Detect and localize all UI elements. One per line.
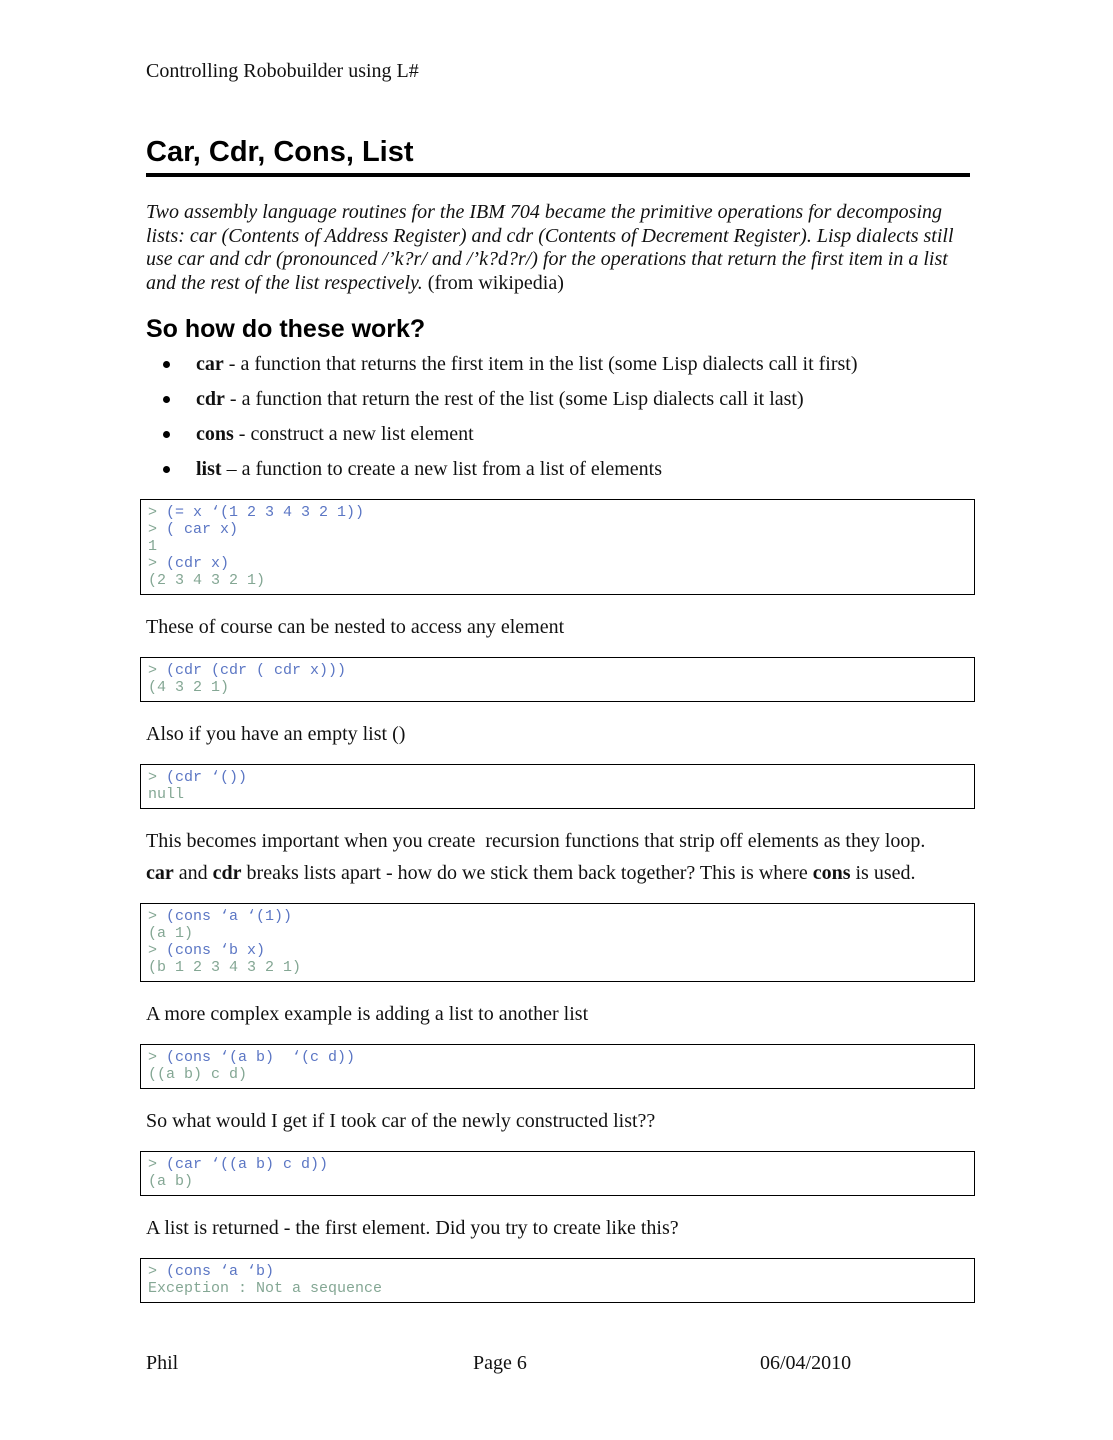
code-line (148, 679, 968, 696)
code-line (148, 1173, 968, 1190)
code-line (148, 908, 968, 925)
bullet-separator: - (233, 423, 251, 445)
repl-prompt: > (148, 769, 167, 786)
repl-output: (4 3 2 1) (148, 679, 230, 696)
repl-output: (b 1 2 3 4 3 2 1) (148, 959, 302, 976)
repl-output: 1 (148, 538, 158, 555)
code-block-4 (140, 903, 975, 982)
footer-date: 06/04/2010 (760, 1352, 852, 1374)
section-heading: So how do these work? (146, 315, 426, 343)
code-block-6 (140, 1151, 975, 1196)
repl-prompt: > (148, 662, 167, 679)
repl-input: (cdr (cdr ( cdr x))) (166, 662, 347, 679)
bullet-description: a function to create a new list from a list of elements (241, 458, 662, 480)
code-line (148, 959, 968, 976)
repl-input: (cons ‘(a b) ‘(c d)) (166, 1049, 356, 1066)
bullet-item-car (146, 352, 970, 376)
code-line (148, 572, 968, 589)
paragraph-empty-list: Also if you have an empty list () (146, 723, 406, 745)
code-line (148, 925, 968, 942)
repl-prompt: > (148, 1263, 167, 1280)
bullet-term: cons (196, 423, 234, 445)
repl-input: (cons ‘a ‘(1)) (166, 908, 293, 925)
repl-input: (cons ‘b x) (166, 942, 266, 959)
code-line (148, 662, 968, 679)
intro-attribution: (from wikipedia) (422, 271, 564, 294)
bullet-item-cons (146, 422, 970, 446)
repl-prompt: > (148, 555, 167, 572)
code-block-1 (140, 499, 975, 595)
repl-prompt: > (148, 1156, 167, 1173)
header-title: Controlling Robobuilder using L# (146, 60, 419, 82)
repl-input: (= x ‘(1 2 3 4 3 2 1)) (166, 504, 365, 521)
repl-output: ((a b) c d) (148, 1066, 248, 1083)
repl-output: (a b) (148, 1173, 194, 1190)
bullet-item-list (146, 457, 970, 481)
code-line (148, 769, 968, 786)
title-rule (146, 173, 970, 177)
code-block-3 (140, 764, 975, 809)
code-block-5 (140, 1044, 975, 1089)
intro-italic-text: Two assembly language routines for the IBM 704 became the primitive operations for decomposing lists: car (Contents of Address Register) and cdr (Contents of Decrement Register). Lisp dialects still use car and cdr (pronounced /’k?r/ and /’k?d?r/) for the operations that return the first item in a list and the rest of the list respectively. (146, 201, 954, 294)
code-line (148, 1049, 968, 1066)
code-line (148, 1280, 968, 1297)
bullet-description: a function that return the rest of the list (some Lisp dialects call it last) (241, 388, 804, 410)
term-cdr: cdr (212, 862, 242, 884)
repl-input: (cdr ‘()) (166, 769, 248, 786)
bullet-icon (163, 466, 170, 473)
repl-prompt: > (148, 1049, 167, 1066)
paragraph-cons-intro: car and cdr breaks lists apart - how do we stick them back together? This is where cons is used. (146, 862, 916, 884)
paragraph-complex: A more complex example is adding a list to another list (146, 1003, 589, 1025)
code-block-2 (140, 657, 975, 702)
code-line (148, 942, 968, 959)
code-line (148, 555, 968, 572)
bullet-item-cdr (146, 387, 970, 411)
repl-output: (a 1) (148, 925, 194, 942)
repl-prompt: > (148, 504, 167, 521)
bullet-icon (163, 431, 170, 438)
code-line (148, 1263, 968, 1280)
repl-prompt: > (148, 942, 167, 959)
repl-input: (car ‘((a b) c d)) (166, 1156, 329, 1173)
term-car: car (146, 862, 174, 884)
bullet-icon (163, 361, 170, 368)
bullet-separator: - (224, 388, 242, 410)
repl-prompt: > (148, 908, 167, 925)
code-line (148, 521, 968, 538)
repl-output: null (148, 786, 185, 803)
code-line (148, 538, 968, 555)
paragraph-car-question: So what would I get if I took car of the newly constructed list?? (146, 1110, 656, 1132)
paragraph-recursion: This becomes important when you create recursion functions that strip off elements as they loop. (146, 830, 926, 852)
code-line (148, 786, 968, 803)
repl-output: (2 3 4 3 2 1) (148, 572, 266, 589)
bullet-description: construct a new list element (250, 423, 474, 445)
footer-page-number: Page 6 (473, 1352, 527, 1374)
bullet-description: a function that returns the first item in the list (some Lisp dialects call it first) (240, 353, 858, 375)
repl-input: ( car x) (166, 521, 239, 538)
bullet-separator: – (221, 458, 242, 480)
document-footer (0, 1352, 1113, 1376)
repl-input: (cons ‘a ‘b) (166, 1263, 275, 1280)
intro-paragraph (146, 201, 970, 295)
bullet-list (146, 352, 970, 481)
code-line (148, 1066, 968, 1083)
page-title: Car, Cdr, Cons, List (146, 136, 414, 168)
term-cons: cons (812, 862, 851, 884)
code-block-7 (140, 1258, 975, 1303)
repl-input: (cdr x) (166, 555, 230, 572)
code-line (148, 504, 968, 521)
footer-author: Phil (146, 1352, 179, 1374)
bullet-icon (163, 396, 170, 403)
bullet-term: cdr (196, 388, 225, 410)
bullet-term: list (196, 458, 222, 480)
bullet-term: car (196, 353, 224, 375)
paragraph-returned: A list is returned - the first element. Did you try to create like this? (146, 1217, 679, 1239)
bullet-separator: - (223, 353, 241, 375)
repl-error-output: Exception : Not a sequence (148, 1280, 383, 1297)
paragraph-nested: These of course can be nested to access any element (146, 616, 565, 638)
code-line (148, 1156, 968, 1173)
repl-prompt: > (148, 521, 167, 538)
document-header (146, 60, 970, 83)
